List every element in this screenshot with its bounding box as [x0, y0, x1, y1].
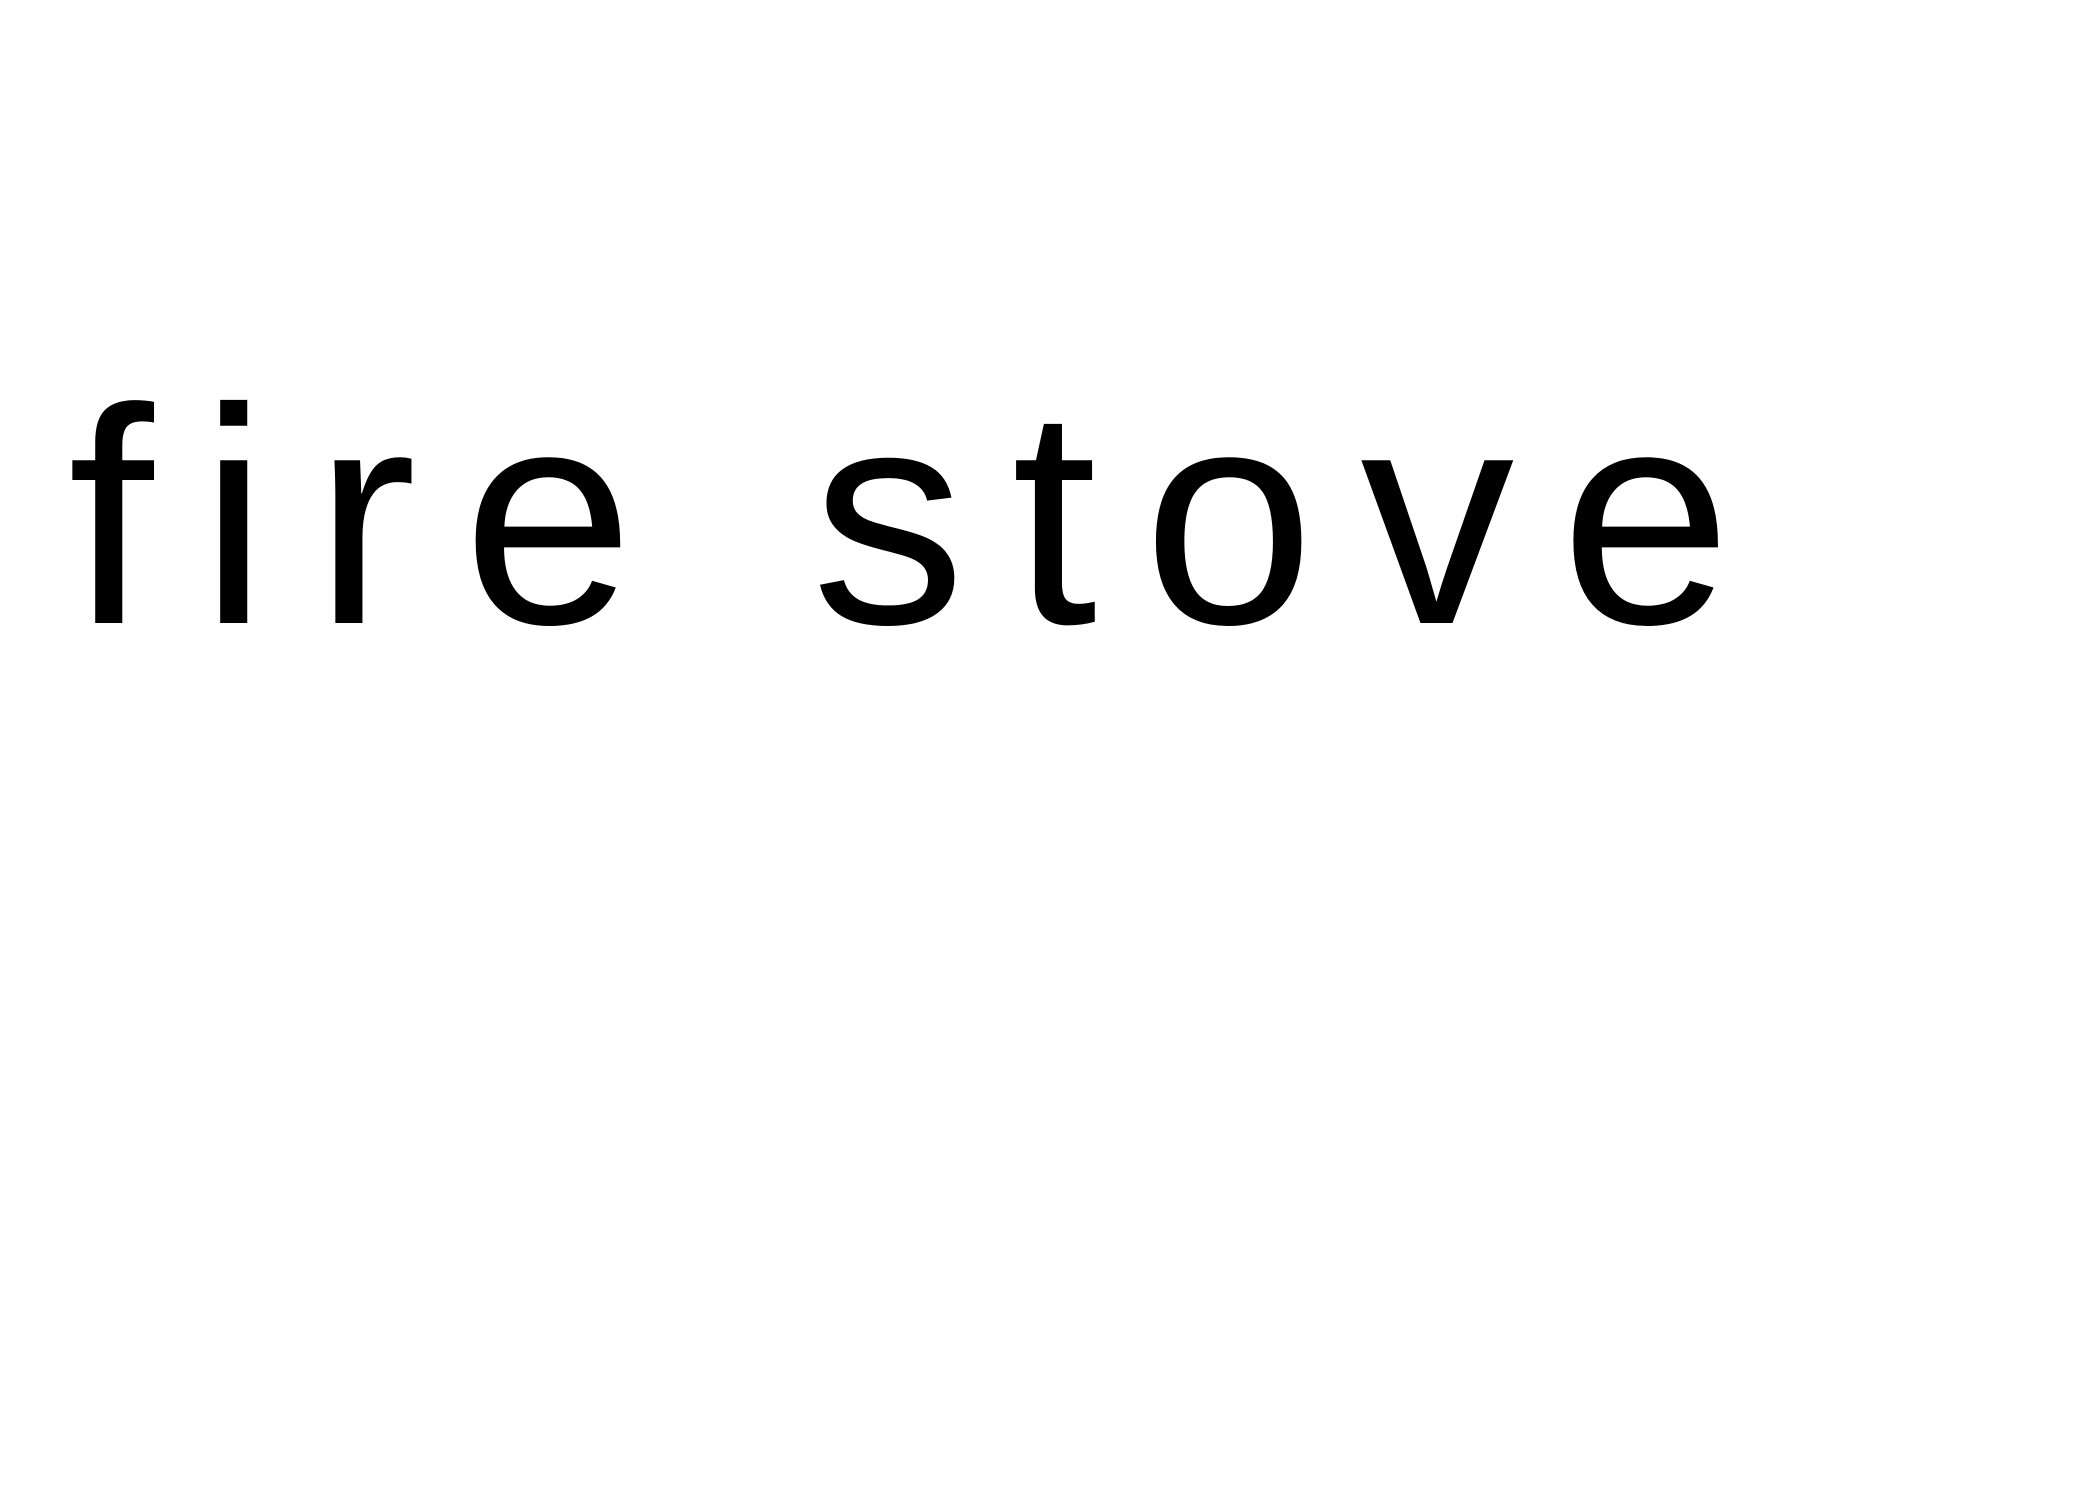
- wordmark: [0, 301, 2100, 689]
- wordmark-text: fire stove: [68, 345, 1778, 689]
